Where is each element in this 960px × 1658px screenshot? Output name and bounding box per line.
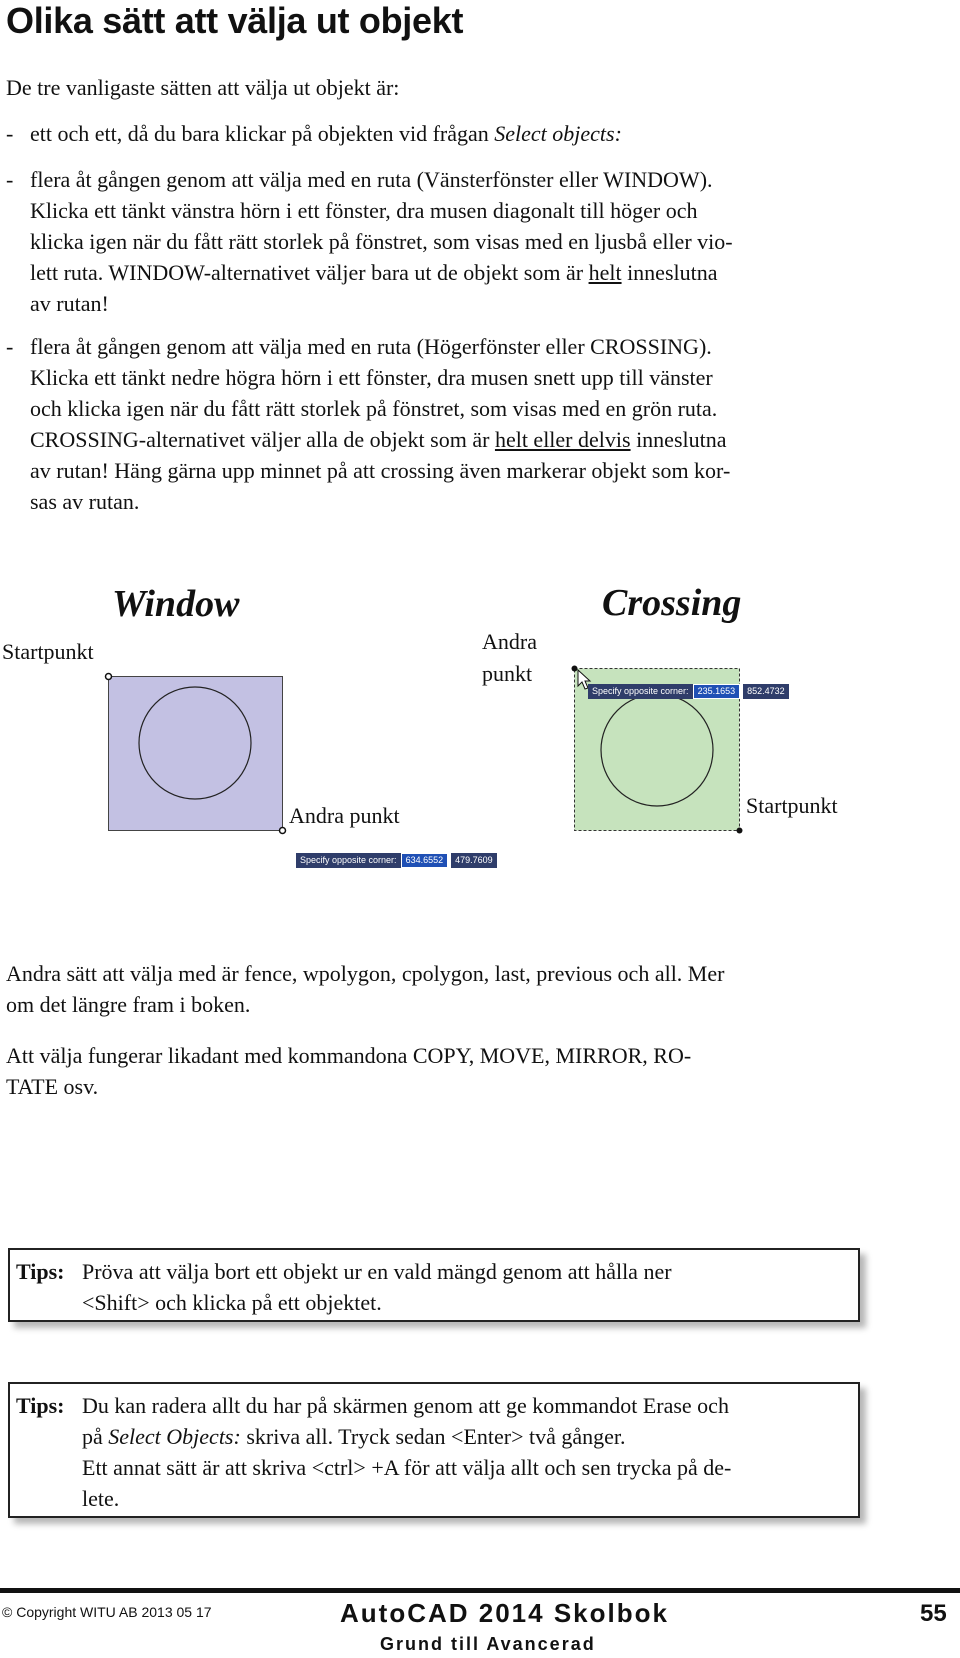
start-point-marker (106, 674, 112, 680)
prompt-value-y: 479.7609 (451, 853, 497, 868)
tips-line: <Shift> och klicka på ett objektet. (82, 1290, 382, 1315)
prompt-text: Specify opposite corner: (296, 853, 401, 868)
tips-line: Du kan radera allt du har på skärmen genom att ge kommandot Erase och (82, 1393, 729, 1418)
tips-text: skriva all. Tryck sedan <Enter> två gånger. (240, 1424, 626, 1449)
end-point-marker (280, 828, 286, 834)
window-heading: Window (112, 583, 240, 625)
item-line: sas av rutan. (30, 489, 140, 514)
prompt-text: Specify opposite corner: (588, 684, 693, 699)
paragraph-line: Att välja fungerar likadant med kommandona COPY, MOVE, MIRROR, RO- (6, 1043, 692, 1068)
tips-label: Tips: (16, 1393, 65, 1418)
list-item (6, 118, 860, 149)
underlined-text: helt (588, 260, 622, 285)
crossing-second-label-line2: punkt (482, 661, 533, 686)
window-command-prompt (296, 852, 497, 869)
tips-line (82, 1421, 852, 1452)
paragraph-other-methods (6, 958, 724, 1020)
page-title: Olika sätt att välja ut objekt (6, 0, 464, 41)
item-text: CROSSING-alternativet väljer alla de objekt som är (30, 427, 495, 452)
window-selection-diagram (100, 666, 290, 841)
item-line: klicka igen när du fått rätt storlek på fönstret, som visas med en ljusbå eller vio- (30, 229, 733, 254)
list-item (6, 331, 860, 517)
tips-line: Ett annat sätt är att skriva <ctrl> +A för att välja allt och sen trycka på de- (82, 1455, 732, 1480)
item-line: Klicka ett tänkt vänstra hörn i ett fönster, dra musen diagonalt till höger och (30, 198, 698, 223)
paragraph-line: TATE osv. (6, 1074, 99, 1099)
window-start-label: Startpunkt (2, 639, 94, 664)
item-line: flera åt gången genom att välja med en ruta (Högerfönster eller CROSSING). (30, 334, 712, 359)
page-number: 55 (920, 1600, 947, 1627)
crossing-second-label-line1: Andra (482, 629, 537, 654)
item-text: ett och ett, då du bara klickar på objekten vid frågan (30, 121, 495, 146)
tips-box-2 (8, 1382, 860, 1518)
item-line: av rutan! (30, 291, 109, 316)
tips-line: Pröva att välja bort ett objekt ur en vald mängd genom att hålla ner (82, 1259, 672, 1284)
crossing-command-prompt (588, 683, 789, 700)
tips-italic: Select Objects: (108, 1424, 241, 1449)
prompt-input-x: 634.6552 (401, 853, 449, 868)
item-line: och klicka igen när du fått rätt storlek på fönstret, som visas med en grön ruta. (30, 396, 718, 421)
item-line (30, 257, 860, 288)
item-text: inneslutna (621, 260, 718, 285)
intro-text: De tre vanligaste sätten att välja ut objekt är: (6, 75, 400, 100)
item-line: Klicka ett tänkt nedre högra hörn i ett fönster, dra musen snett upp till vänster (30, 365, 713, 390)
prompt-input-x: 235.1653 (693, 684, 741, 699)
paragraph-commands (6, 1040, 691, 1102)
tips-text: på (82, 1424, 109, 1449)
footer-rule (0, 1588, 960, 1593)
item-line (30, 424, 860, 455)
list-dash: - (6, 121, 14, 146)
list-dash: - (6, 334, 14, 359)
start-point-marker (737, 828, 743, 834)
item-italic: Select objects: (494, 121, 622, 146)
underlined-text: helt eller delvis (494, 427, 631, 452)
tips-line: lete. (82, 1486, 120, 1511)
paragraph-line: om det längre fram i boken. (6, 992, 251, 1017)
paragraph-line: Andra sätt att välja med är fence, wpolygon, cpolygon, last, previous och all. Mer (6, 961, 725, 986)
item-line: av rutan! Häng gärna upp minnet på att crossing även markerar objekt som kor- (30, 458, 731, 483)
list-item (6, 164, 860, 319)
crossing-start-label: Startpunkt (746, 793, 838, 818)
window-selection-box (109, 677, 283, 831)
prompt-value-y: 852.4732 (743, 684, 789, 699)
window-end-label: Andra punkt (289, 803, 400, 828)
list-dash: - (6, 167, 14, 192)
item-text: inneslutna (630, 427, 727, 452)
footer-book-title: AutoCAD 2014 Skolbok (340, 1598, 669, 1628)
crossing-heading: Crossing (602, 582, 742, 624)
second-point-marker (572, 666, 578, 672)
footer-copyright: © Copyright WITU AB 2013 05 17 (2, 1604, 212, 1620)
item-text: lett ruta. WINDOW-alternativet väljer bara ut de objekt som är (30, 260, 589, 285)
tips-label: Tips: (16, 1259, 65, 1284)
tips-box-1 (8, 1248, 860, 1322)
item-line: flera åt gången genom att välja med en ruta (Vänsterfönster eller WINDOW). (30, 167, 713, 192)
footer-subtitle: Grund till Avancerad (380, 1634, 596, 1654)
